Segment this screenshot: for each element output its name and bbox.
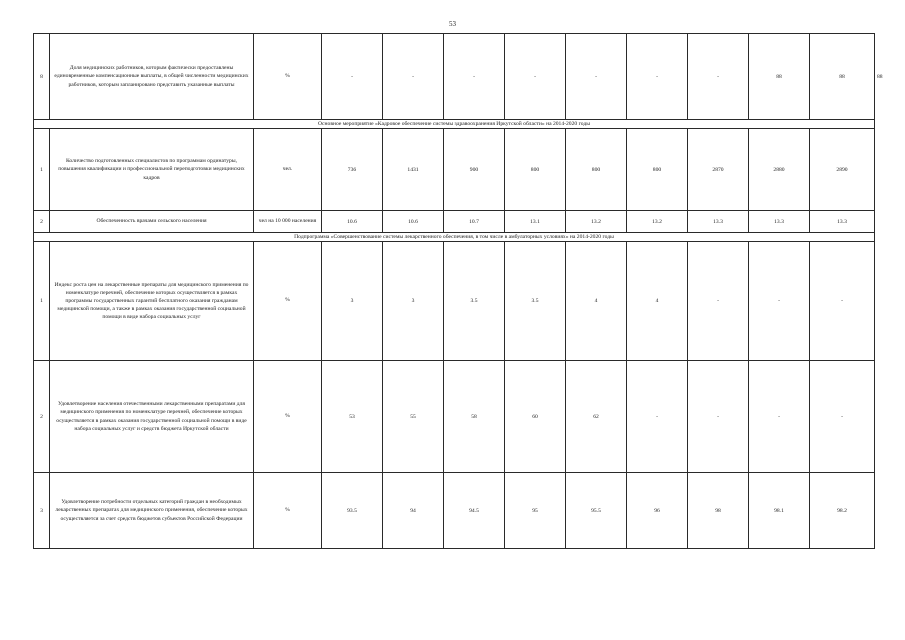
value-cell: - [444,34,505,120]
table-row [34,242,875,361]
row-number: 2 [34,361,50,473]
row-number: 3 [34,473,50,549]
value-cell: 94.5 [444,473,505,549]
unit-cell: % [254,361,322,473]
indicator-name: Количество подготовленных специалистов по программам ординатуры, повышения квалификации и профессиональной переподготовки медицинских кадров [50,129,254,211]
value-cell: - [322,34,383,120]
table-row [34,473,875,549]
value-cell: 96 [627,473,688,549]
value-cell: 736 [322,129,383,211]
indicators-table [33,33,883,549]
value-cell: 13.1 [505,211,566,233]
value-cell: 88 [810,34,875,120]
value-cell: - [810,361,875,473]
row-number: 2 [34,211,50,233]
section-row [34,120,875,129]
value-cell: - [749,361,810,473]
value-cell: 62 [566,361,627,473]
unit-cell: % [254,473,322,549]
value-cell: - [627,361,688,473]
value-cell: 13.3 [749,211,810,233]
indicator-name: Обеспеченность врачами сельского населения [50,211,254,233]
value-cell: - [688,361,749,473]
value-cell: 55 [383,361,444,473]
value-cell: - [627,34,688,120]
value-cell: 10.6 [383,211,444,233]
unit-cell: % [254,242,322,361]
value-cell: - [383,34,444,120]
indicator-name: Индекс роста цен на лекарственные препараты для медицинского применения по номенклатуре перечней, обеспечение которых осуществляется в рамках программы государственных гарантий бесплатного оказания гражданам медицинской помощи, а также в рамках оказания государственной социальной помощи в виде набора социальных услуг [50,242,254,361]
table-row: 8 Доля медицинских работников, которым фактически предоставлены единовременные компенсационные выплаты, в общей численности медицинских работников, которым запланировано представить указанные выплаты % - - - - - - - 88 88 88 [34,34,875,120]
value-cell: 98.2 [810,473,875,549]
value-cell: 4 [566,242,627,361]
value-cell: 900 [444,129,505,211]
section-title: Подпрограмма «Совершенствование системы лекарственного обеспечения, в том числе в амбулаторных условиях» на 2014-2020 годы [34,233,875,242]
value-cell: 800 [505,129,566,211]
unit-cell: % [254,34,322,120]
value-cell: 95.5 [566,473,627,549]
value-cell: 3.5 [444,242,505,361]
value-cell: 2880 [749,129,810,211]
value-cell: 13.2 [566,211,627,233]
row-number: 8 [34,34,50,120]
value-cell: 94 [383,473,444,549]
value-cell: 95 [505,473,566,549]
value-cell: 3.5 [505,242,566,361]
table-row [34,129,875,211]
value-cell: 93.5 [322,473,383,549]
value-cell: 13.2 [627,211,688,233]
value-cell: 88 [749,34,810,120]
indicator-name: Удовлетворение потребности отдельных категорий граждан в необходимых лекарственных препаратах для медицинского применения, обеспечение которых осуществляется за счет средств бюджетов субъектов Российской Федерации [50,473,254,549]
value-cell: - [688,34,749,120]
unit-cell: чел. [254,129,322,211]
value-cell: 53 [322,361,383,473]
value-cell: 13.3 [688,211,749,233]
table-row [34,211,875,233]
value-cell: 98 [688,473,749,549]
page-number: 53 [449,20,456,28]
section-row [34,233,875,242]
value-cell: - [566,34,627,120]
indicator-name: Удовлетворение населения отечественными лекарственными препаратами для медицинского применения по номенклатуре перечней, обеспечение которых осуществляется в рамках оказания государственной социальной помощи в виде набора социальных услуг и средств бюджета Иркутской области [50,361,254,473]
value-cell: 800 [627,129,688,211]
value-cell: - [749,242,810,361]
unit-cell: чел на 10 000 населения [254,211,322,233]
section-title: Основное мероприятие «Кадровое обеспечение системы здравоохранения Иркутской области» на 2014-2020 годы [34,120,875,129]
row-number: 1 [34,242,50,361]
value-cell: 58 [444,361,505,473]
value-cell: - [688,242,749,361]
table-row [34,361,875,473]
value-cell: 10.7 [444,211,505,233]
value-cell: 60 [505,361,566,473]
value-cell: 800 [566,129,627,211]
value-cell: 3 [322,242,383,361]
value-cell: 2890 [810,129,875,211]
value-cell: 3 [383,242,444,361]
indicator-name: Доля медицинских работников, которым фактически предоставлены единовременные компенсационные выплаты, в общей численности медицинских работников, которым запланировано представить указанные выплаты [50,34,254,120]
value-cell: 10.6 [322,211,383,233]
row-number: 1 [34,129,50,211]
value-cell: 2870 [688,129,749,211]
value-cell: 13.3 [810,211,875,233]
value-cell: - [810,242,875,361]
value-cell: 1431 [383,129,444,211]
value-cell: 98.1 [749,473,810,549]
value-cell: 4 [627,242,688,361]
value-cell: - [505,34,566,120]
